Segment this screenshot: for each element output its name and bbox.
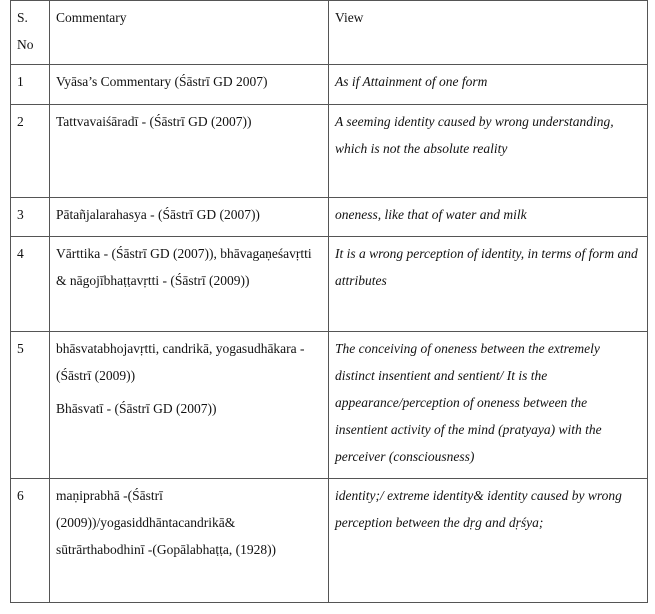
header-view: View: [329, 1, 648, 65]
row-number: 3: [11, 198, 50, 237]
table-row: [11, 332, 648, 479]
row-view: As if Attainment of one form: [329, 65, 648, 105]
header-serial-line1: S.: [17, 10, 28, 25]
table-header-row: [11, 1, 648, 65]
row-commentary-part2: Bhāsvatī - (Śāstrī GD (2007)): [56, 401, 217, 416]
row-commentary-part1: bhāsvatabhojavṛtti, candrikā, yogasudhākara - (Śāstrī (2009)): [56, 341, 305, 383]
row-number: 5: [11, 332, 50, 479]
table-row: [11, 198, 648, 237]
table-row: [11, 237, 648, 332]
table-row: [11, 65, 648, 105]
row-commentary: maṇiprabhā -(Śāstrī (2009))/yogasiddhāntacandrikā& sūtrārthabodhinī -(Gopālabhaṭṭa, (1928)): [50, 479, 329, 603]
header-serial-number: [11, 1, 50, 65]
row-view: It is a wrong perception of identity, in terms of form and attributes: [329, 237, 648, 332]
row-number: 6: [11, 479, 50, 603]
row-view: oneness, like that of water and milk: [329, 198, 648, 237]
commentary-views-table: [10, 0, 648, 603]
row-view: identity;/ extreme identity& identity caused by wrong perception between the dṛg and dṛśya;: [329, 479, 648, 603]
row-view: The conceiving of oneness between the extremely distinct insentient and sentient/ It is the appearance/perception of oneness between the insentient activity of the mind (pratyaya) with the perceiver (consciousness): [329, 332, 648, 479]
row-number: 1: [11, 65, 50, 105]
row-commentary: Vārttika - (Śāstrī GD (2007)), bhāvagaṇeśavṛtti & nāgojībhaṭṭavṛtti - (Śāstrī (2009)): [50, 237, 329, 332]
row-view: A seeming identity caused by wrong understanding, which is not the absolute reality: [329, 105, 648, 198]
table-row: [11, 105, 648, 198]
row-number: 2: [11, 105, 50, 198]
row-commentary: Vyāsa’s Commentary (Śāstrī GD 2007): [50, 65, 329, 105]
row-commentary: [50, 332, 329, 479]
table-row: [11, 479, 648, 603]
row-commentary: Pātañjalarahasya - (Śāstrī GD (2007)): [50, 198, 329, 237]
header-commentary: Commentary: [50, 1, 329, 65]
header-serial-line2: No: [17, 37, 34, 52]
row-number: 4: [11, 237, 50, 332]
row-commentary: Tattvavaiśāradī - (Śāstrī GD (2007)): [50, 105, 329, 198]
